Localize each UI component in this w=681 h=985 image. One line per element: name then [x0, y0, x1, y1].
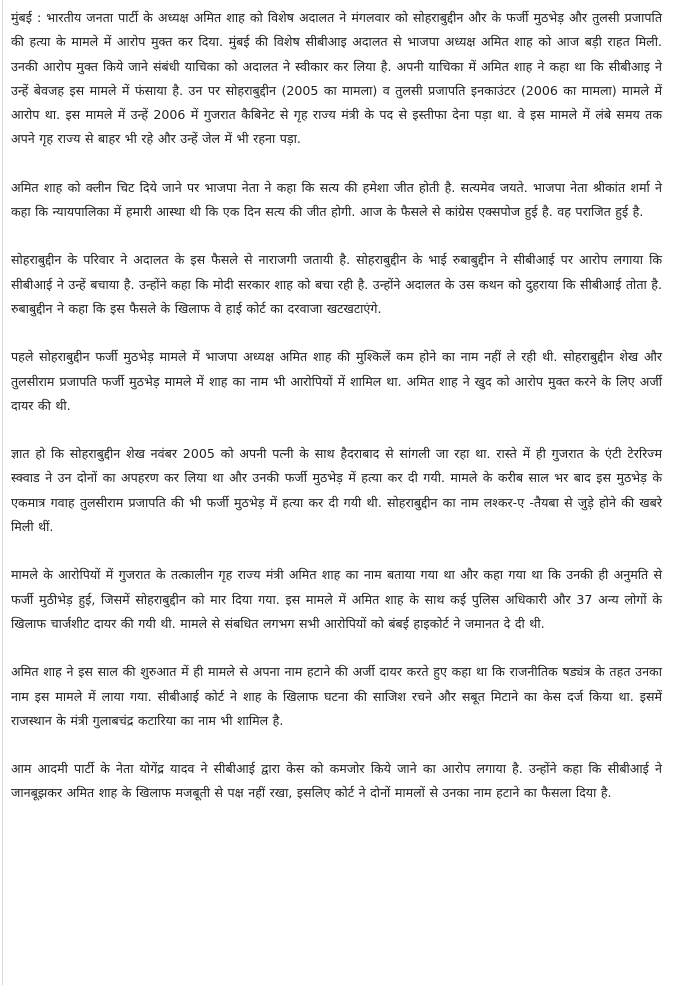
article-paragraph-4: पहले सोहराबुद्दीन फर्जी मुठभेड़ मामले में भाजपा अध्यक्ष अमित शाह की मुश्किलें कम होने का नाम नहीं ले रही थी. सोहराबुद्दीन शेख और तुलसीराम प्रजापति फर्जी मुठभेड़ मामले में शाह का नाम भी आरोपियों में शामिल था. अमित शाह ने खुद को आरोप मुक्त करने के लिए अर्जी दायर की थी.: [11, 349, 662, 413]
article-paragraph-7: अमित शाह ने इस साल की शुरुआत में ही मामले से अपना नाम हटाने की अर्जी दायर करते हुए कहा था कि राजनीतिक षड्यंत्र के तहत उनका नाम इस मामले में लाया गया. सीबीआई कोर्ट ने शाह के खिलाफ घटना की साजिश रचने और सबूत मिटाने का केस दर्ज किया था. इसमें राजस्थान के मंत्री गुलाबचंद्र कटारिया का नाम भी शामिल है.: [11, 664, 662, 728]
page-left-border: [2, 0, 3, 985]
article-paragraph-3: सोहराबुद्दीन के परिवार ने अदालत के इस फैसले से नाराजगी जतायी है. सोहराबुद्दीन के भाई रुबाबुद्दीन ने सीबीआई पर आरोप लगाया कि सीबीआई ने उन्हें बचाया है. उन्होंने कहा कि मोदी सरकार शाह को बचा रही है. उन्होंने अदालत के उस कथन को दुहराया कि सीबीआई तोता है. रुबाबुद्दीन ने कहा कि इस फैसले के खिलाफ वे हाई कोर्ट का दरवाजा खटखटाएंगे.: [11, 252, 662, 316]
article-paragraph-2: अमित शाह को क्लीन चिट दिये जाने पर भाजपा नेता ने कहा कि सत्य की हमेशा जीत होती है. सत्यमेव जयते. भाजपा नेता श्रीकांत शर्मा ने कहा कि न्यायपालिका में हमारी आस्था थी कि एक दिन सत्य की जीत होगी. आज के फैसले से कांग्रेस एक्सपोज हुई है. वह पराजित हुई है.: [11, 179, 662, 220]
article-paragraph-1: मुंबई : भारतीय जनता पार्टी के अध्यक्ष अमित शाह को विशेष अदालत ने मंगलवार को सोहराबुद्दीन और के फर्जी मुठभेड़ और तुलसी प्रजापति की हत्या के मामले में आरोप मुक्त कर दिया. मुंबई की विशेष सीबीआइ अदालत से भाजपा अध्यक्ष अमित शाह को आज बड़ी राहत मिली. उनकी आरोप मुक्त किये जाने संबंधी याचिका को अदालत ने स्वीकार कर लिया है. अपनी याचिका में अमित शाह ने कहा था कि सीबीआइ ने उन्हें बेवजह इस मामले में फंसाया है. उन पर सोहराबुद्दीन (2005 का मामला) व तुलसी प्रजापति इनकाउंटर (2006 का मामला) मामले में आरोप था. इस मामले में उन्हें 2006 में गुजरात कैबिनेट से गृह राज्य मंत्री के पद से इस्तीफा देना पड़ा था. वे इस मामले में लंबे समय तक अपने गृह राज्य से बाहर भी रहे और उन्हें जेल में भी रहना पड़ा.: [11, 10, 662, 147]
article-paragraph-8: आम आदमी पार्टी के नेता योगेंद्र यादव ने सीबीआई द्वारा केस को कमजोर किये जाने का आरोप लगाया है. उन्होंने कहा कि सीबीआई ने जानबूझकर अमित शाह के खिलाफ मजबूती से पक्ष नहीं रखा, इसलिए कोर्ट ने दोनों मामलों से उनका नाम हटाने का फैसला दिया है.: [11, 761, 662, 801]
article-body: [11, 6, 662, 830]
article-paragraph-6: मामले के आरोपियों में गुजरात के तत्कालीन गृह राज्य मंत्री अमित शाह का नाम बताया गया था और कहा गया था कि उनकी ही अनुमति से फर्जी मुठीभेड़ हुई, जिसमें सोहराबुद्दीन को मार दिया गया. इस मामले में अमित शाह के साथ कई पुलिस अधिकारी और 37 अन्य लोगों के खिलाफ चार्जशीट दायर की गयी थी. मामले से संबधित लगभग सभी आरोपियों को बंबई हाइकोर्ट ने जमानत दे दी थी.: [11, 567, 662, 631]
article-paragraph-5: ज्ञात हो कि सोहराबुद्दीन शेख नवंबर 2005 को अपनी पत्नी के साथ हैदराबाद से सांगली जा रहा था. रास्ते में ही गुजरात के एंटी टेररिज्म स्क्वाड ने उन दोनों का अपहरण कर लिया था और उनकी फर्जी मुठभेड़ में हत्या कर दी गयी. मामले के करीब साल भर बाद इस मुठभेड़ के एकमात्र गवाह तुलसीराम प्रजापति की भी फर्जी मुठभेड़ में हत्या कर दी गयी थी. सोहराबुद्दीन का नाम लश्कर-ए -तैयबा से जुड़े होने की खबरे मिली थीं.: [11, 446, 662, 535]
